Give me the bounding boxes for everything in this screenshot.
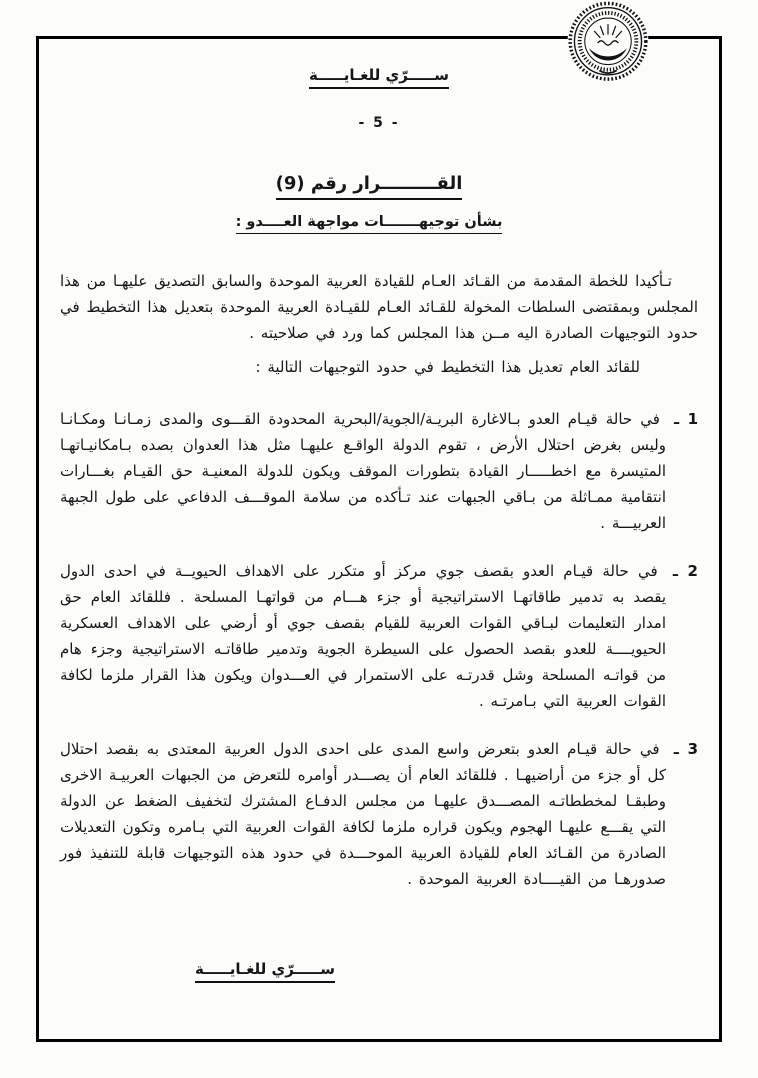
page-number: - 5 - (358, 115, 400, 131)
resolution-subject-text: بشأن توجيهـــــــات مواجهة العــــدو : (236, 214, 503, 234)
item-2-text: في حالة قيـام العدو بقصف جوي مركز أو متكرر على الاهداف الحيويــة في احدى الدول يقصد به تدمير طاقاتهـا الاستراتيجية أو جزء هـــام من قواتهـا المسلحة . فللقائد العام حق امدار التعليمات لبـاقي القوات العربية للقيام بقصف جوي أو أرضي على الاهداف العسكرية الحيويــــة للعدو بقصد الحصول على السيطرة الجوية وتدمير طاقاتـه الاستراتيجية وجزء هام من قواتـه المسلحة وشل قدرتـه على الاستمرار في العـــدوان ويكون هذا القرار ملزما لكافة القوات العربية التي بـامرتـه . (60, 562, 666, 710)
title-block (100, 173, 638, 234)
classification-bottom (140, 960, 390, 983)
document-content (60, 36, 698, 914)
resolution-title-text: القـــــــــرار رقم (9) (276, 173, 463, 200)
resolution-subject (100, 214, 638, 234)
directive-item-2 (60, 558, 698, 714)
intro-paragraph: تـأكيدا للخطة المقدمة من القـائد العـام للقيادة العربية الموحدة والسابق التصديق عليهـا من هذا المجلس وبمقتضى السلطات المخولة للقـائد العـام للقيـادة العربية الموحدة بتعديل هذا التخطيط في حدود التوجيهات الصادرة اليه مــن هذا المجلس كما ورد في صلاحيته . (60, 272, 698, 342)
directive-item-3 (60, 736, 698, 892)
classification-top-text: ســـــرّي للغـايـــــة (309, 66, 449, 89)
item-1-number: 1 ـ (673, 410, 698, 428)
item-1-text: في حالة قيـام العدو بـالاغارة البريـة/الجوية/البحرية المحدودة القـــوى والمدى زمـانـا ومكـانـا وليس بغرض احتلال الأرض ، تقوم الدولة الواقـع عليهـا مثل هذا العدوان بصده بـامكانيـاتهـا المتيسرة مع اخطـــــار القيادة بتطورات الموقف ويكون للدولة المعنيـة حق القيـام بغـــارات انتقامية ممـاثلة من بـاقي الجبهات عند تـأكده من سلامة الموقـــف الدفاعي على طول الجبهة العربيـــة . (60, 410, 666, 532)
item-2-number: 2 ـ (672, 562, 698, 580)
directives-list (60, 406, 698, 892)
resolution-title (100, 173, 638, 200)
item-3-number: 3 ـ (673, 740, 698, 758)
directive-item-1 (60, 406, 698, 536)
classification-top (60, 66, 698, 89)
decision-line: للقائد العام تعديل هذا التخطيط في حدود التوجيهات التالية : (255, 358, 640, 376)
item-3-text: في حالة قيـام العدو بتعرض واسع المدى على احدى الدول العربية المعتدى به بقصد احتلال كل أو جزء من أراضيهـا . فللقائد العام أن يصـــدر أوامره للتعرض من الجبهات العربيـة الاخرى وطبقـا لمخططاتـه المصـــدق عليهـا من مجلس الدفـاع المشترك لتخفيف الضغط عن الدولة التي يقـــع عليهـا الهجوم ويكون قراره ملزما لكافة القوات العربية التي بـامره وتكون التعديلات الصادرة من القـائد العام للقيادة العربية الموحـــدة في حدود هذه التوجيهات قابلة للتنفيذ فور صدورهـا من القيــــادة العربية الموحدة . (60, 740, 666, 888)
classification-bottom-text: ســـــرّي للغـايـــــة (195, 960, 335, 983)
